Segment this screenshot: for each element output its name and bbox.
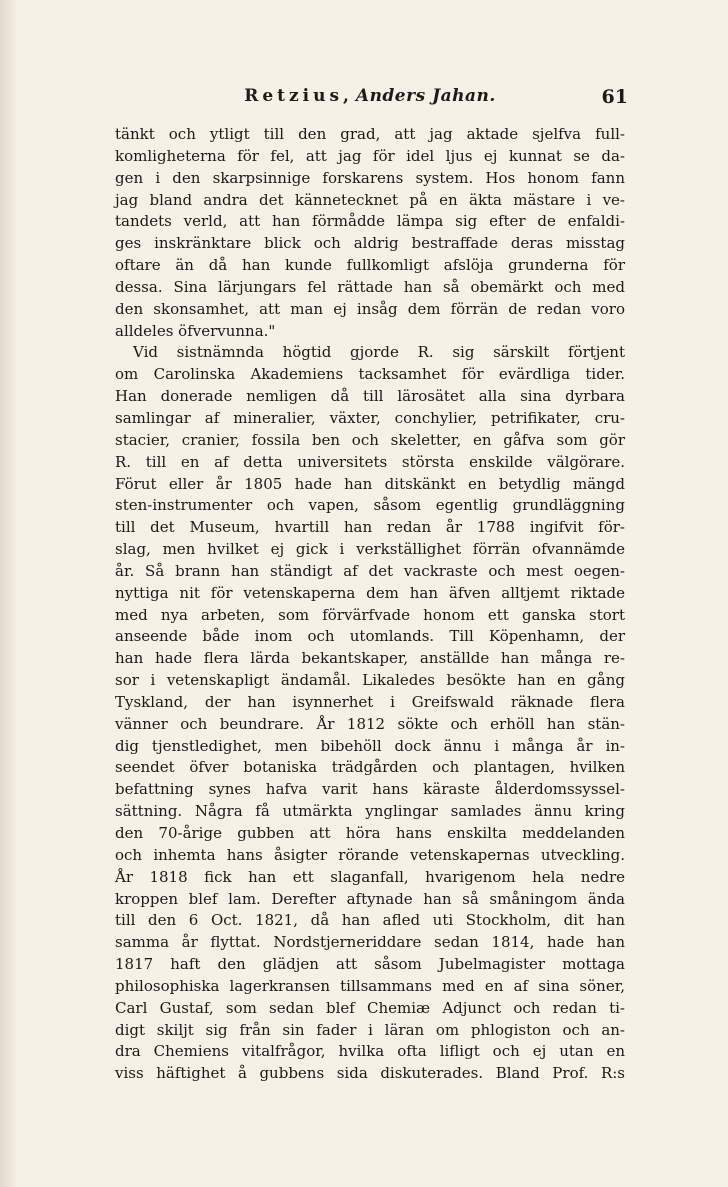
header-separator: , xyxy=(343,86,350,106)
text-line: R. till en af detta universitets största enskilde välgörare. xyxy=(115,452,625,471)
text-line: alldeles öfvervunna." xyxy=(115,321,276,340)
text-line: kroppen blef lam. Derefter aftynade han så småningom ända xyxy=(115,889,625,908)
page-number: 61 xyxy=(601,86,628,108)
text-line: han hade flera lärda bekantskaper, anställde han många re- xyxy=(115,649,625,668)
text-line: vänner och beundrare. År 1812 sökte och erhöll han stän- xyxy=(115,714,625,733)
text-line: den skonsamhet, att man ej insåg dem förrän de redan voro xyxy=(115,299,625,318)
text-line: Förut eller år 1805 hade han ditskänkt en betydlig mängd xyxy=(115,474,625,493)
text-line: Carl Gustaf, som sedan blef Chemiæ Adjunct och redan ti- xyxy=(115,998,625,1017)
text-line: sättning. Några få utmärkta ynglingar samlades ännu kring xyxy=(115,802,625,821)
text-line: anseende både inom och utomlands. Till Köpenhamn, der xyxy=(115,627,625,646)
text-line: Tyskland, der han isynnerhet i Greifswald räknade flera xyxy=(115,692,625,711)
page-edge-shadow xyxy=(0,0,18,1187)
page-header xyxy=(112,86,628,114)
text-line: ges inskränktare blick och aldrig bestraffade deras misstag xyxy=(115,234,625,253)
text-line: år. Så brann han ständigt af det vackraste och mest oegen- xyxy=(115,561,625,580)
text-line: tänkt och ytligt till den grad, att jag aktade sjelfva full- xyxy=(115,125,625,143)
text-line: den 70-årige gubben att höra hans enskilta meddelanden xyxy=(115,824,625,842)
running-head xyxy=(112,86,628,106)
text-line: dessa. Sina lärjungars fel rättade han så obemärkt och med xyxy=(115,277,625,296)
text-line: sor i vetenskapligt ändamål. Likaledes besökte han en gång xyxy=(115,671,625,690)
text-line: tandets verld, att han förmådde lämpa sig efter de enfaldi- xyxy=(115,212,625,231)
text-line: med nya arbeten, som förvärfvade honom ett ganska stort xyxy=(115,605,625,624)
text-line: befattning synes hafva varit hans käraste ålderdomssyssel- xyxy=(115,780,625,799)
text-line: jag bland andra det kännetecknet på en äkta mästare i ve- xyxy=(115,190,625,209)
text-line: samma år flyttat. Nordstjerneriddare sedan 1814, hade han xyxy=(115,933,625,952)
text-line: slag, men hvilket ej gick i verkställighet förrän ofvannämde xyxy=(115,540,625,559)
text-line: 1817 haft den glädjen att såsom Jubelmagister mottaga xyxy=(115,955,625,974)
text-line: dra Chemiens vitalfrågor, hvilka ofta lifligt och ej utan en xyxy=(115,1042,625,1061)
text-line: oftare än då han kunde fullkomligt afslöja grunderna för xyxy=(115,256,625,275)
text-line: till det Museum, hvartill han redan år 1788 ingifvit för- xyxy=(115,518,625,537)
text-line: stacier, cranier, fossila ben och skeletter, en gåfva som gör xyxy=(115,430,625,449)
text-line: och inhemta hans åsigter rörande vetenskapernas utveckling. xyxy=(115,845,625,864)
text-line: År 1818 fick han ett slaganfall, hvarigenom hela nedre xyxy=(115,867,625,886)
text-line: samlingar af mineralier, växter, conchylier, petrifikater, cru- xyxy=(115,408,625,427)
text-line: digt skiljt sig från sin fader i läran om phlogiston och an- xyxy=(115,1020,625,1039)
text-line: seendet öfver botaniska trädgården och plantagen, hvilken xyxy=(115,758,625,777)
text-line: viss häftighet å gubbens sida diskuterades. Bland Prof. R:s xyxy=(115,1064,625,1083)
text-line: till den 6 Oct. 1821, då han afled uti Stockholm, dit han xyxy=(115,911,625,930)
text-line: om Carolinska Akademiens tacksamhet för evärdliga tider. xyxy=(115,365,625,384)
paragraph-start-line: Vid sistnämnda högtid gjorde R. sig särskilt förtjent xyxy=(133,343,625,362)
text-line: Han donerade nemligen då till lärosätet alla sina dyrbara xyxy=(115,387,625,406)
text-line: gen i den skarpsinnige forskarens system. Hos honom fann xyxy=(115,168,625,187)
body-text xyxy=(115,124,625,1085)
text-line: nyttiga nit för vetenskaperna dem han äfven alltjemt riktade xyxy=(115,583,625,602)
text-line: komligheterna för fel, att jag för idel ljus ej kunnat se da- xyxy=(115,146,625,165)
text-line: sten-instrumenter och vapen, såsom egentlig grundläggning xyxy=(115,496,625,515)
text-line: philosophiska lagerkransen tillsammans med en af sina söner, xyxy=(115,976,625,995)
header-surname: Retzius xyxy=(244,86,344,106)
text-line: dig tjenstledighet, men bibehöll dock ännu i många år in- xyxy=(115,736,625,755)
header-given-names: Anders Jahan. xyxy=(355,86,496,106)
